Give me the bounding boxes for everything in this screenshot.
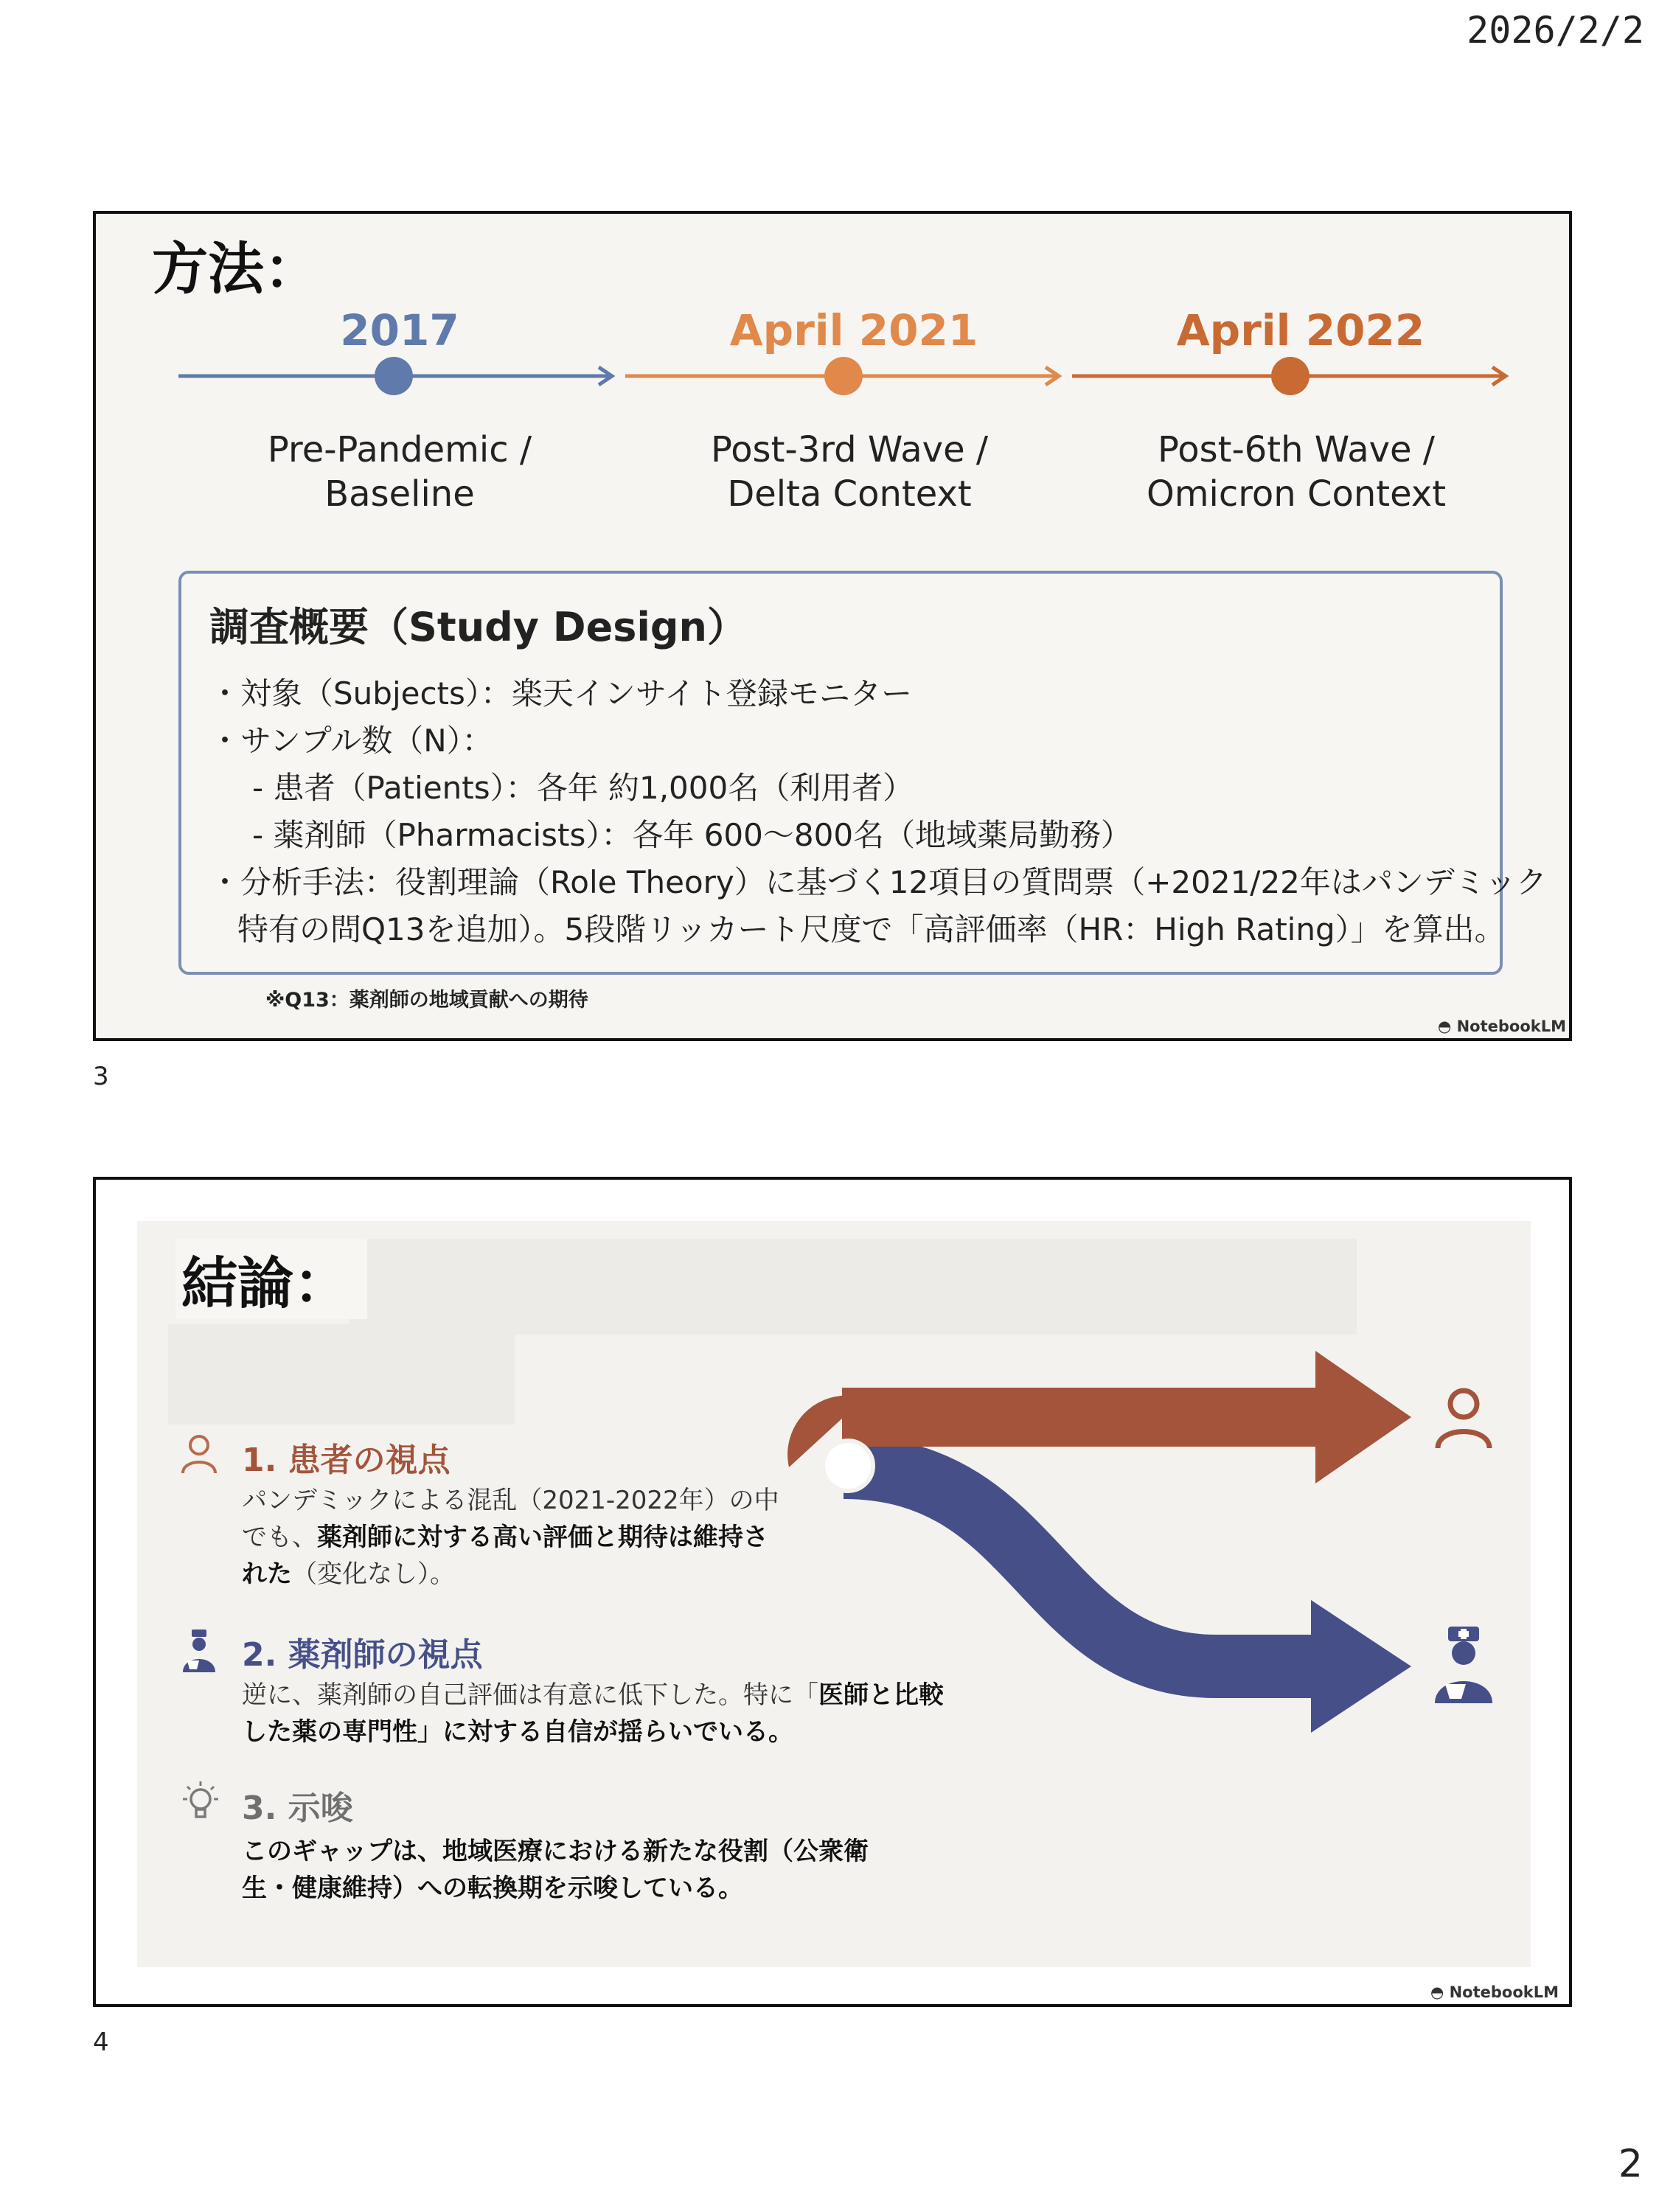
point-1-line	[242, 1519, 779, 1556]
timeline-label-line: Pre-Pandemic /	[267, 429, 532, 470]
design-patients: - 患者（Patients）：各年 約1,000名（利用者）	[252, 770, 914, 806]
point-1-line: パンデミックによる混乱（2021-2022年）の中	[242, 1486, 779, 1515]
timeline-label-line: Post-6th Wave /	[1158, 429, 1435, 470]
pharmacist-arrowhead	[1311, 1600, 1411, 1733]
study-design-box	[178, 571, 1548, 975]
timeline-label-line: Post-3rd Wave /	[710, 429, 989, 470]
study-design-title: 調査概要（Study Design）	[209, 604, 747, 650]
timeline-label-line: Baseline	[324, 473, 475, 515]
body-text: でも、	[242, 1523, 317, 1552]
timeline-label-line: Delta Context	[727, 473, 972, 515]
point-1-body	[242, 1482, 779, 1593]
body-text: 逆に、薬剤師の自己評価は有意に低下した。特に「	[242, 1680, 818, 1710]
design-pharmacists: - 薬剤師（Pharmacists）：各年 600～800名（地域薬局勤務）	[252, 817, 1133, 853]
pharmacist-end-icon	[1423, 1622, 1504, 1711]
body-text: （変化なし）。	[292, 1559, 455, 1589]
notebooklm-label: NotebookLM	[1449, 1983, 1559, 2001]
body-emphasis: 薬剤師に対する高い評価と期待は維持さ	[317, 1523, 768, 1552]
patient-end-icon	[1423, 1380, 1504, 1461]
body-emphasis: れた	[242, 1559, 292, 1589]
person-icon	[177, 1430, 221, 1478]
body-emphasis: した薬の専門性」に対する自信が揺らいでいる。	[242, 1717, 793, 1747]
notebooklm-icon: ◓	[1430, 1983, 1450, 2001]
notebooklm-icon: ◓	[1437, 1018, 1457, 1035]
timeline-segment-2021	[625, 357, 1059, 395]
slide-title: 方法：	[152, 236, 320, 302]
timeline-segment-2022	[1072, 357, 1506, 395]
slide-conclusion	[93, 1177, 1572, 2007]
notebooklm-logo	[1438, 1018, 1566, 1035]
slide-number-4: 4	[93, 2028, 109, 2057]
point-3-line: 生・健康維持）への転換期を示唆している。	[242, 1874, 743, 1903]
point-3-body	[242, 1833, 869, 1907]
point-2-line	[242, 1677, 944, 1714]
page-number: 2	[1618, 2142, 1643, 2186]
point-2-body	[242, 1677, 944, 1750]
junction-circle	[823, 1441, 873, 1491]
point-2-line	[242, 1714, 944, 1750]
notebooklm-logo	[1430, 1983, 1559, 2001]
timeline-year-2022: April 2022	[1176, 305, 1425, 355]
timeline-label-2017	[215, 428, 584, 516]
lightbulb-icon	[177, 1778, 224, 1826]
timeline-year-2017: 2017	[340, 305, 459, 355]
point-1-line	[242, 1556, 779, 1593]
timeline-year-2021: April 2021	[729, 305, 978, 355]
design-method-line1: ・分析手法：役割理論（Role Theory）に基づく12項目の質問票（+2021/22年はパンデミック	[209, 864, 1548, 900]
timeline-label-line: Omicron Context	[1146, 473, 1447, 515]
slide-title: 結論：	[175, 1239, 367, 1319]
point-3-heading: 3. 示唆	[242, 1790, 353, 1827]
timeline-segment-2017	[178, 357, 612, 395]
design-subjects: ・対象（Subjects）：楽天インサイト登録モニター	[209, 675, 912, 712]
timeline-arrows	[96, 347, 1571, 406]
patient-arrowhead	[1315, 1351, 1411, 1484]
notebooklm-label: NotebookLM	[1456, 1018, 1566, 1035]
point-3-line: このギャップは、地域医療における新たな役割（公衆衛	[242, 1837, 869, 1866]
timeline-label-2021	[665, 428, 1034, 516]
point-1-heading: 1. 患者の視点	[242, 1441, 451, 1479]
footnote: ※Q13：薬剤師の地域貢献への期待	[265, 989, 588, 1012]
pharmacist-icon	[177, 1628, 221, 1675]
body-emphasis: 医師と比較	[818, 1680, 944, 1710]
timeline-label-2022	[1112, 428, 1481, 516]
design-method-line2: 特有の問Q13を追加）。5段階リッカート尺度で「高評価率（HR：High Rating）」を算出。	[237, 911, 1506, 947]
slide-methods	[93, 211, 1572, 1041]
slide-number-3: 3	[93, 1062, 109, 1091]
pharmacist-path	[844, 1467, 1312, 1666]
design-sample: ・サンプル数（N）：	[209, 723, 493, 759]
header-date: 2026/2/2	[1467, 9, 1644, 52]
point-2-heading: 2. 薬剤師の視点	[242, 1636, 483, 1674]
